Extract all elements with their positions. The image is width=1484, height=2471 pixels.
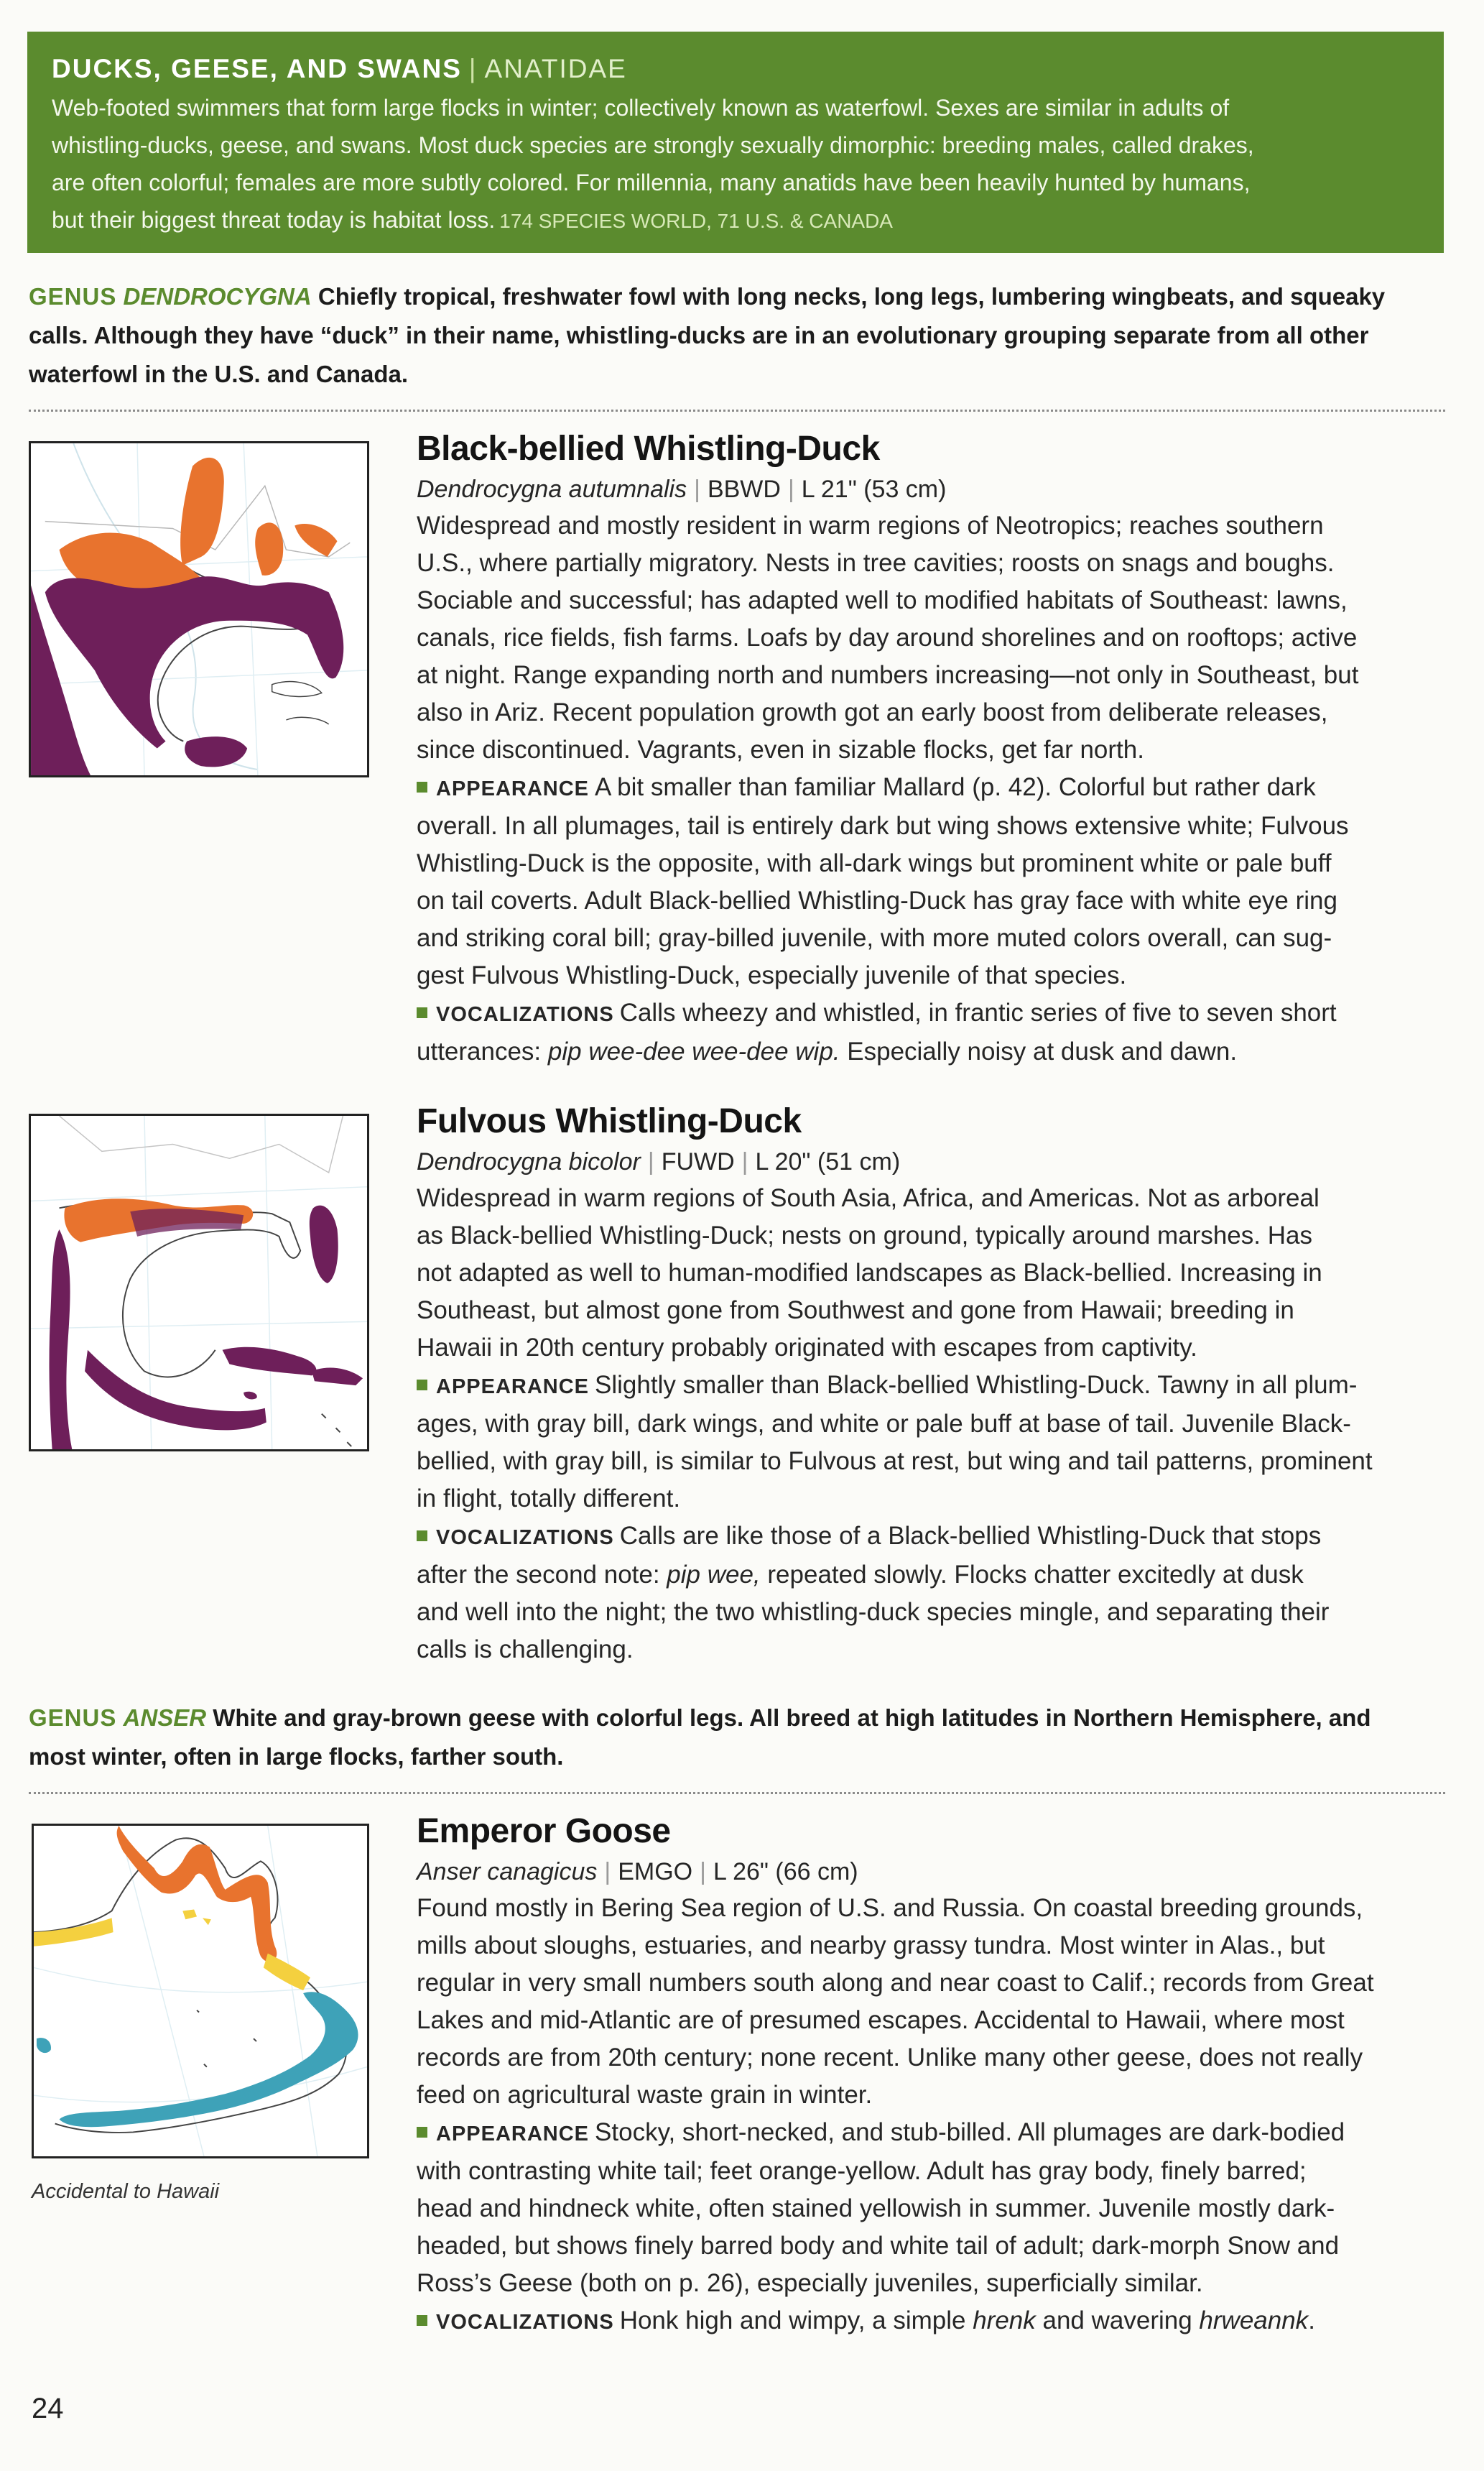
- text-line: as Black-bellied Whistling-Duck; nests on ground, typically around marshes. Has: [417, 1221, 1312, 1250]
- section-text: repeated slowly. Flocks chatter excitedly at dusk: [760, 1561, 1304, 1589]
- species-account-fulvous-whistling-duck: [417, 1099, 1448, 1668]
- range-map-graphic: [31, 1116, 367, 1449]
- section-heading: APPEARANCE: [436, 2123, 590, 2146]
- text-line: Southeast, but almost gone from Southwest and gone from Hawaii; breeding in: [417, 1296, 1294, 1324]
- alpha-code: BBWD: [707, 476, 781, 503]
- separator: |: [604, 1858, 611, 1885]
- family-description-line: whistling-ducks, geese, and swans. Most duck species are strongly sexually dimorphic: breeding males, called drakes,: [52, 132, 1254, 158]
- text-line: overall. In all plumages, tail is entirely dark but wing shows extensive white; Fulvous: [417, 812, 1349, 840]
- section-text: .: [1308, 2306, 1315, 2334]
- section-text: Stocky, short-necked, and stub-billed. All plumages are dark-bodied: [595, 2118, 1345, 2146]
- text-line: [417, 1518, 1448, 1556]
- text-line: [417, 994, 1448, 1033]
- scientific-name: Dendrocygna autumnalis: [417, 476, 687, 503]
- text-line: head and hindneck white, often stained yellowish in summer. Juvenile mostly dark-: [417, 2194, 1335, 2222]
- text-line: Ross’s Geese (both on p. 26), especially juveniles, superficially similar.: [417, 2269, 1203, 2297]
- text-line: on tail coverts. Adult Black-bellied Whistling-Duck has gray face with white eye ring: [417, 887, 1337, 915]
- text-line: with contrasting white tail; feet orange-yellow. Adult has gray body, finely barred;: [417, 2157, 1307, 2185]
- scientific-name: Dendrocygna bicolor: [417, 1148, 641, 1176]
- map-caption: Accidental to Hawaii: [32, 2180, 220, 2203]
- species-name: Black-bellied Whistling-Duck: [417, 430, 880, 468]
- text-line: not adapted as well to human-modified landscapes as Black-bellied. Increasing in: [417, 1259, 1322, 1287]
- appearance-section: [417, 769, 1448, 994]
- text-line: feed on agricultural waste grain in winter.: [417, 2081, 873, 2109]
- range-map-black-bellied: [29, 441, 369, 777]
- family-description-text: but their biggest threat today is habitat loss.: [52, 207, 496, 233]
- family-banner: [27, 32, 1444, 253]
- text-line: records are from 20th century; none recent. Unlike many other geese, does not really: [417, 2043, 1363, 2072]
- range-map-emperor-goose: [32, 1824, 369, 2158]
- species-account-black-bellied-whistling-duck: [417, 427, 1448, 1071]
- species-name: Emperor Goose: [417, 1812, 671, 1850]
- section-divider: [29, 1792, 1445, 1794]
- call-phonetic: pip wee,: [667, 1561, 761, 1589]
- family-description-line: [52, 201, 1421, 240]
- alpha-code: EMGO: [618, 1858, 693, 1885]
- bullet-square-icon: [417, 2315, 427, 2326]
- vocalizations-section: [417, 1518, 1448, 1668]
- genus-line: most winter, often in large flocks, farther south.: [29, 1743, 564, 1770]
- text-line: bellied, with gray bill, is similar to Fulvous at rest, but wing and tail patterns, prominent: [417, 1447, 1373, 1475]
- text-line: headed, but shows finely barred body and white tail of adult; dark-morph Snow and: [417, 2232, 1340, 2260]
- section-text: Calls are like those of a Black-bellied Whistling-Duck that stops: [619, 1522, 1322, 1550]
- text-line: Hawaii in 20th century probably originated with escapes from captivity.: [417, 1334, 1197, 1362]
- text-line: [417, 2114, 1448, 2153]
- genus-line: [29, 1699, 1445, 1737]
- appearance-section: [417, 1367, 1448, 1518]
- text-line: Lakes and mid-Atlantic are of presumed escapes. Accidental to Hawaii, where most: [417, 2006, 1345, 2034]
- genus-description: White and gray-brown geese with colorful legs. All breed at high latitudes in Northern Hemisphere, and: [213, 1704, 1371, 1731]
- call-phonetic: hrweannk: [1199, 2306, 1309, 2334]
- section-text: Calls wheezy and whistled, in frantic series of five to seven short: [619, 999, 1337, 1027]
- text-line: since discontinued. Vagrants, even in sizable flocks, get far north.: [417, 736, 1144, 764]
- length: L 26" (66 cm): [713, 1858, 858, 1885]
- section-text: A bit smaller than familiar Mallard (p. 42). Colorful but rather dark: [595, 773, 1316, 801]
- text-line: [417, 1367, 1448, 1405]
- call-phonetic: pip wee-dee wee-dee wip.: [547, 1038, 840, 1066]
- species-account-emperor-goose: [417, 1809, 1448, 2341]
- section-heading: VOCALIZATIONS: [436, 1526, 614, 1549]
- section-text: after the second note:: [417, 1561, 667, 1589]
- separator: |: [741, 1148, 748, 1176]
- species-name: Fulvous Whistling-Duck: [417, 1102, 802, 1140]
- family-title: [52, 52, 1421, 86]
- species-count: 174 SPECIES WORLD, 71 U.S. & CANADA: [499, 210, 893, 232]
- genus-dendrocygna-intro: [29, 277, 1445, 394]
- range-map-graphic: [31, 443, 367, 775]
- family-description-line: Web-footed swimmers that form large flocks in winter; collectively known as waterfowl. Sexes are similar in adults of: [52, 95, 1230, 121]
- species-subtitle: [417, 471, 1448, 507]
- section-text: Honk high and wimpy, a simple: [619, 2306, 973, 2334]
- bullet-square-icon: [417, 2127, 427, 2138]
- section-divider: [29, 410, 1445, 412]
- species-description: [417, 1180, 1448, 1367]
- text-line: [417, 1556, 1448, 1594]
- text-line: calls is challenging.: [417, 1635, 634, 1663]
- text-line: and striking coral bill; gray-billed juvenile, with more muted colors overall, can sug-: [417, 924, 1332, 952]
- range-map-fulvous: [29, 1114, 369, 1451]
- appearance-section: [417, 2114, 1448, 2302]
- genus-description: Chiefly tropical, freshwater fowl with long necks, long legs, lumbering wingbeats, and squeaky: [317, 283, 1386, 310]
- genus-label: GENUS: [29, 1704, 117, 1731]
- text-line: Sociable and successful; has adapted well to modified habitats of Southeast: lawns,: [417, 586, 1348, 614]
- text-line: Whistling-Duck is the opposite, with all-dark wings but prominent white or pale buff: [417, 849, 1332, 877]
- species-description: [417, 507, 1448, 769]
- section-text: Slightly smaller than Black-bellied Whistling-Duck. Tawny in all plum-: [595, 1371, 1358, 1399]
- text-line: [417, 2302, 1448, 2341]
- text-line: and well into the night; the two whistling-duck species mingle, and separating their: [417, 1598, 1330, 1626]
- length: L 21" (53 cm): [801, 476, 947, 503]
- separator: |: [647, 1148, 654, 1176]
- section-text: Especially noisy at dusk and dawn.: [840, 1038, 1238, 1066]
- section-heading: APPEARANCE: [436, 1375, 590, 1398]
- text-line: regular in very small numbers south along and near coast to Calif.; records from Great: [417, 1969, 1374, 1997]
- text-line: Found mostly in Bering Sea region of U.S. and Russia. On coastal breeding grounds,: [417, 1894, 1363, 1922]
- genus-line: [29, 277, 1445, 316]
- genus-line: waterfowl in the U.S. and Canada.: [29, 361, 409, 387]
- text-line: in flight, totally different.: [417, 1484, 681, 1512]
- family-latin-name: ANATIDAE: [484, 54, 627, 83]
- family-name: DUCKS, GEESE, AND SWANS: [52, 54, 462, 83]
- text-line: [417, 1033, 1448, 1071]
- scientific-name: Anser canagicus: [417, 1858, 598, 1885]
- section-heading: APPEARANCE: [436, 777, 590, 800]
- text-line: canals, rice fields, fish farms. Loafs by day around shorelines and on rooftops; active: [417, 624, 1358, 652]
- genus-label: GENUS: [29, 283, 117, 310]
- genus-name: DENDROCYGNA: [123, 283, 312, 310]
- section-text: utterances:: [417, 1038, 548, 1066]
- text-line: U.S., where partially migratory. Nests in tree cavities; roosts on snags and boughs.: [417, 549, 1335, 577]
- text-line: also in Ariz. Recent population growth got an early boost from deliberate releases,: [417, 698, 1328, 726]
- range-map-graphic: [34, 1826, 367, 2156]
- bullet-square-icon: [417, 1007, 427, 1018]
- page-number: 24: [32, 2393, 64, 2424]
- genus-anser-intro: [29, 1699, 1445, 1776]
- separator: |: [700, 1858, 706, 1885]
- family-description: [52, 89, 1421, 240]
- genus-name: ANSER: [123, 1704, 207, 1731]
- separator: |: [787, 476, 794, 503]
- species-description: [417, 1890, 1448, 2114]
- text-line: mills about sloughs, estuaries, and nearby grassy tundra. Most winter in Alas., but: [417, 1931, 1325, 1959]
- text-line: ages, with gray bill, dark wings, and white or pale buff at base of tail. Juvenile Black-: [417, 1410, 1351, 1438]
- species-subtitle: [417, 1854, 1448, 1890]
- species-subtitle: [417, 1144, 1448, 1180]
- length: L 20" (51 cm): [755, 1148, 901, 1176]
- vocalizations-section: [417, 2302, 1448, 2341]
- text-line: gest Fulvous Whistling-Duck, especially juvenile of that species.: [417, 961, 1127, 989]
- section-heading: VOCALIZATIONS: [436, 2311, 614, 2334]
- section-heading: VOCALIZATIONS: [436, 1003, 614, 1026]
- text-line: Widespread and mostly resident in warm regions of Neotropics; reaches southern: [417, 512, 1324, 540]
- family-description-line: are often colorful; females are more subtly colored. For millennia, many anatids have been heavily hunted by humans,: [52, 170, 1251, 195]
- text-line: at night. Range expanding north and numbers increasing—not only in Southeast, but: [417, 661, 1359, 689]
- text-line: [417, 769, 1448, 808]
- title-divider: |: [468, 54, 478, 83]
- genus-line: calls. Although they have “duck” in their name, whistling-ducks are in an evolutionary grouping separate from all other: [29, 322, 1369, 348]
- vocalizations-section: [417, 994, 1448, 1071]
- text-line: Widespread in warm regions of South Asia, Africa, and Americas. Not as arboreal: [417, 1184, 1320, 1212]
- bullet-square-icon: [417, 782, 427, 793]
- alpha-code: FUWD: [661, 1148, 735, 1176]
- bullet-square-icon: [417, 1530, 427, 1541]
- separator: |: [694, 476, 700, 503]
- bullet-square-icon: [417, 1380, 427, 1390]
- call-phonetic: hrenk: [973, 2306, 1036, 2334]
- section-text: and wavering: [1035, 2306, 1200, 2334]
